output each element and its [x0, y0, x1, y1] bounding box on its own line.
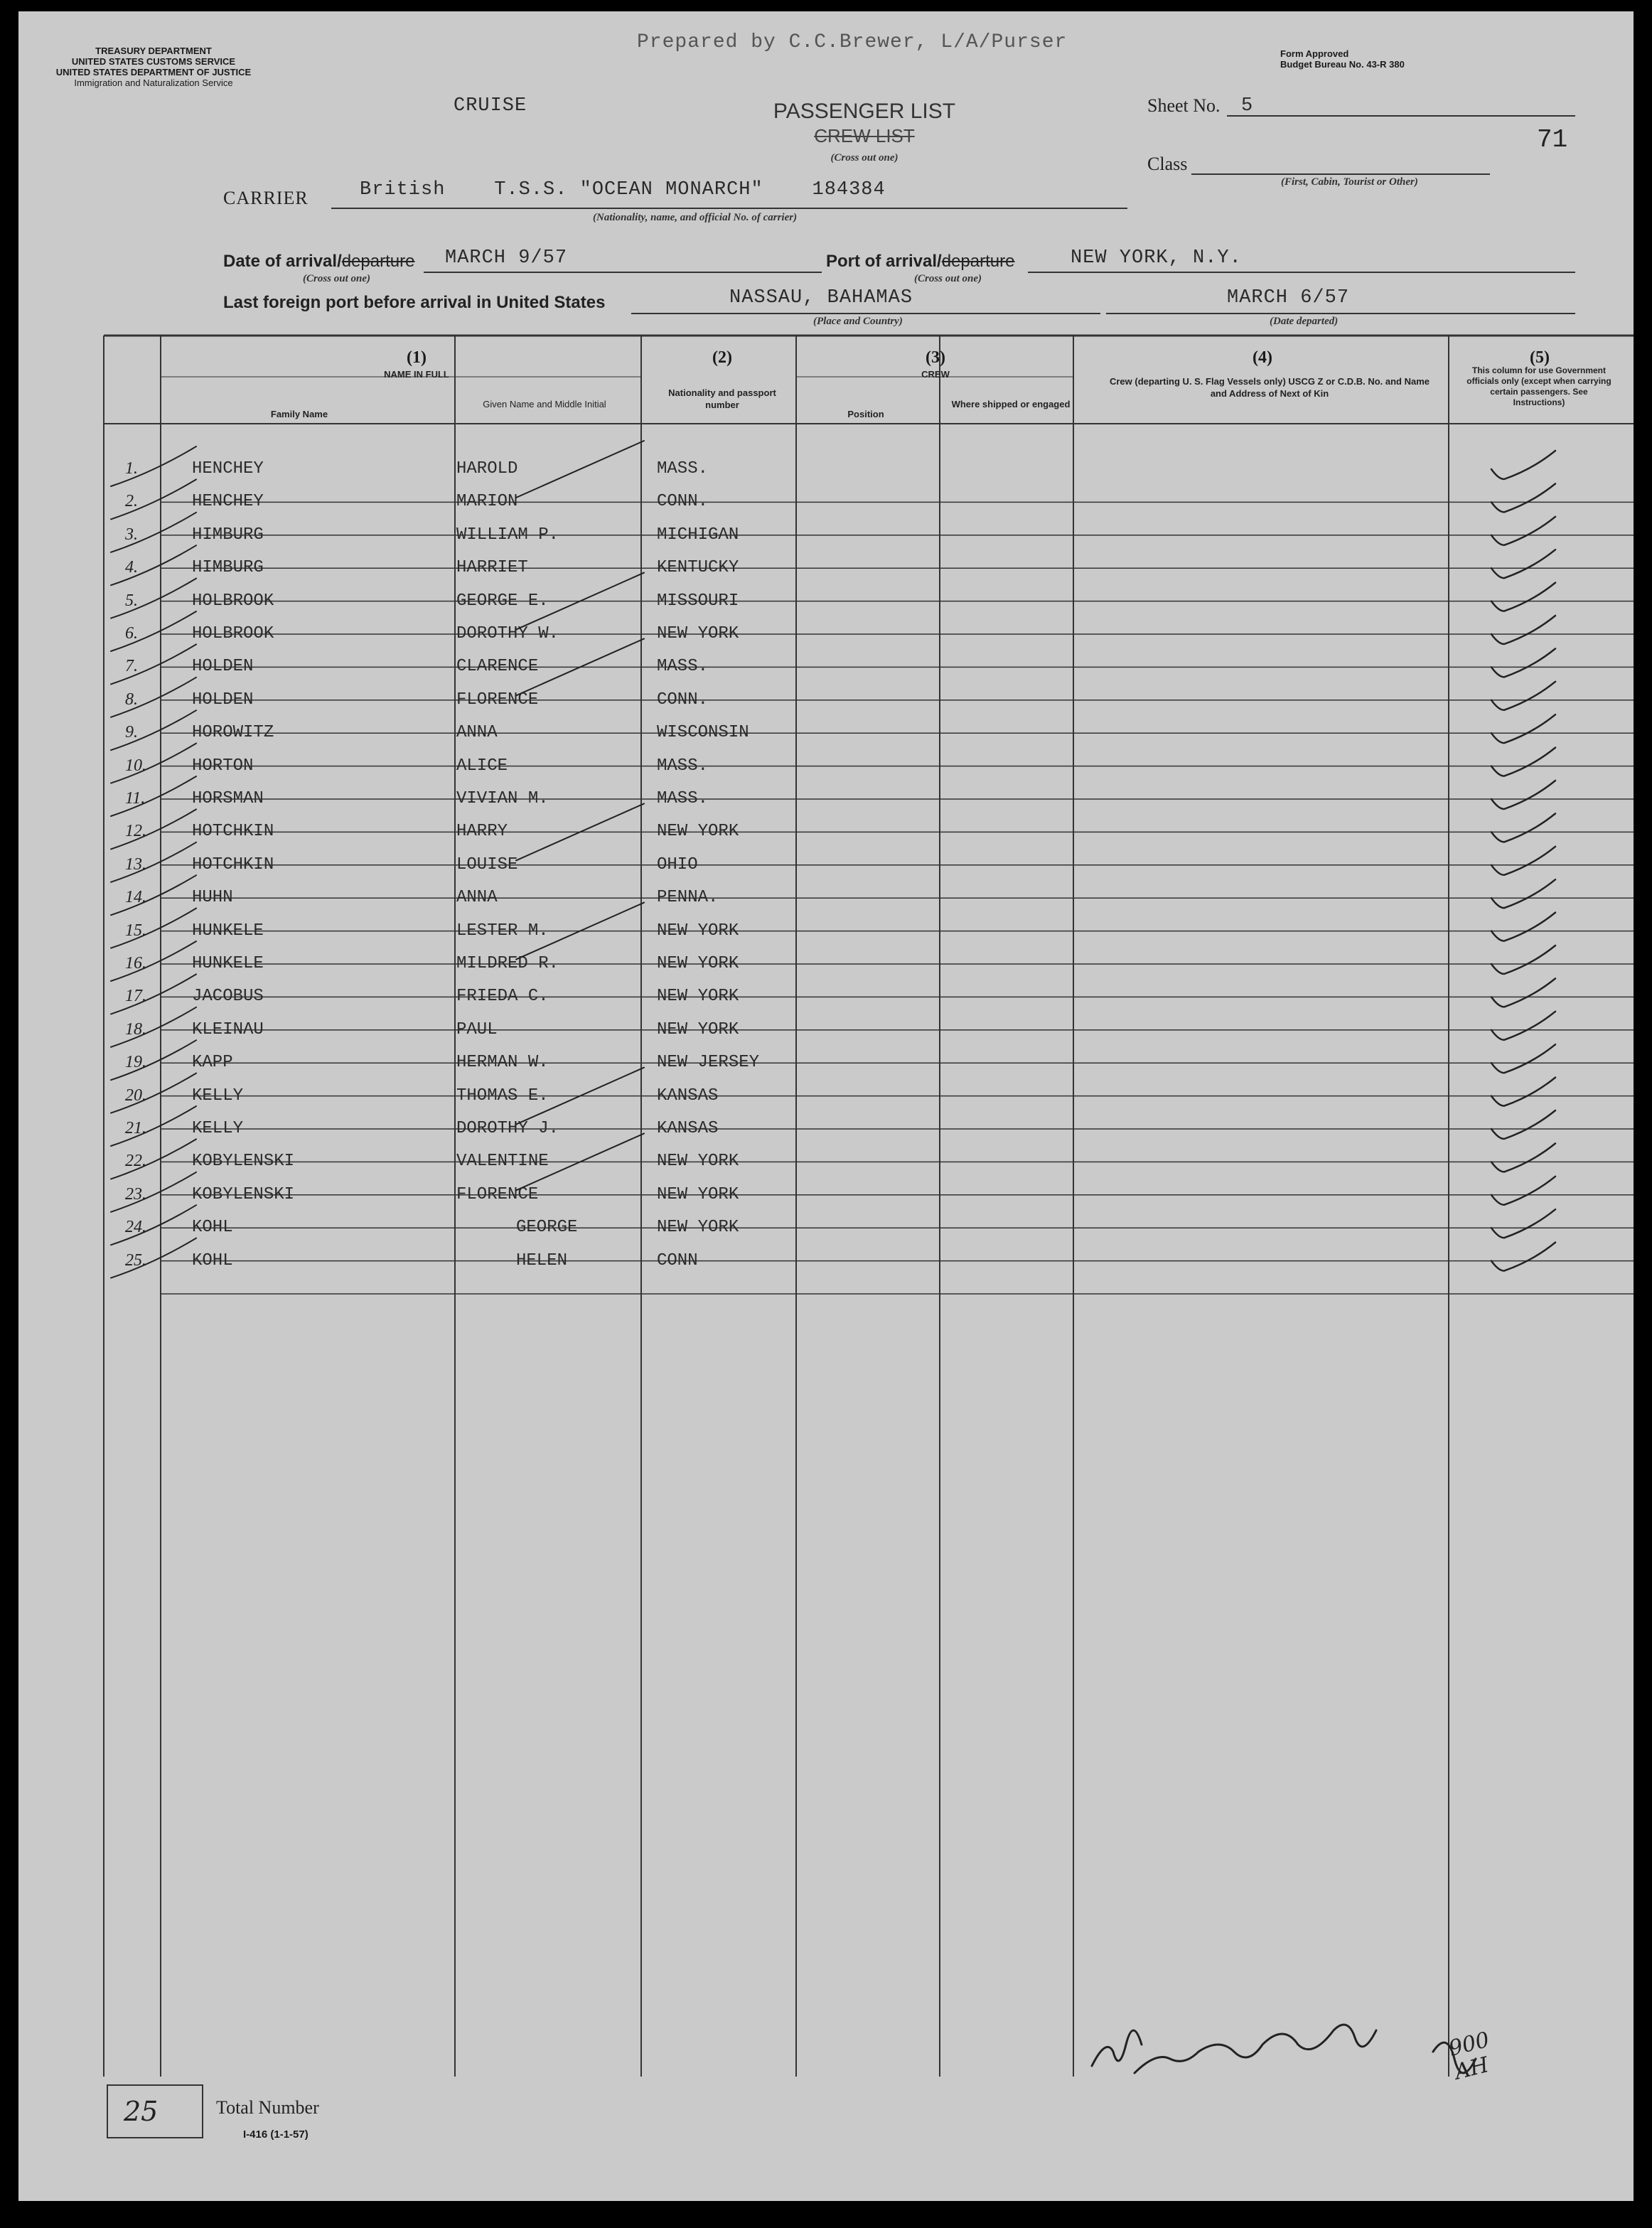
family-name-cell: KAPP: [192, 1053, 233, 1073]
family-name-cell: HOLDEN: [192, 690, 254, 709]
check-mark: [1491, 748, 1555, 776]
tick-stroke: [111, 1238, 196, 1278]
carrier-caption: (Nationality, name, and official No. of carrier): [593, 212, 798, 223]
row-number: 8.: [125, 690, 138, 709]
given-name-cell: MARION: [456, 492, 518, 512]
document-title: PASSENGER LIST: [773, 100, 956, 123]
strike-stroke: [516, 803, 644, 860]
col5-number: (5): [1530, 348, 1550, 367]
given-name-cell: VALENTINE: [456, 1152, 549, 1172]
tick-stroke: [111, 744, 196, 783]
nationality-cell: WISCONSIN: [657, 723, 749, 743]
official-use-header: This column for use Government officials only (except when carrying certain passengers. See Instructions): [1466, 365, 1611, 407]
strike-stroke: [516, 1068, 644, 1125]
given-name-cell: GEORGE: [516, 1218, 578, 1238]
check-mark: [1491, 813, 1555, 842]
row-number: 22.: [125, 1152, 146, 1171]
tick-stroke: [111, 579, 196, 618]
tick-stroke: [111, 1007, 196, 1047]
agency-line: TREASURY DEPARTMENT: [95, 45, 212, 56]
family-name-cell: HIMBURG: [192, 558, 264, 578]
page-number: 71: [1537, 125, 1568, 154]
family-name-cell: HORSMAN: [192, 789, 264, 808]
tick-stroke: [111, 809, 196, 849]
tick-stroke: [111, 1139, 196, 1179]
check-mark: [1491, 682, 1555, 710]
form-approved-line: Form Approved: [1280, 48, 1349, 59]
arrival-date-label: Date of arrival/departure: [223, 252, 415, 271]
position-header: Position: [847, 409, 884, 419]
check-mark: [1491, 1177, 1555, 1205]
check-mark: [1491, 781, 1555, 809]
check-mark: [1491, 1143, 1555, 1172]
nationality-cell: NEW YORK: [657, 822, 739, 842]
row-number: 16.: [125, 954, 146, 973]
nationality-cell: NEW YORK: [657, 987, 739, 1007]
given-name-cell: ALICE: [456, 756, 508, 776]
total-number-label: Total Number: [216, 2097, 319, 2118]
check-mark: [1491, 550, 1555, 578]
row-number: 11.: [125, 789, 146, 808]
family-name-cell: HENCHEY: [192, 459, 264, 478]
tick-stroke: [111, 974, 196, 1014]
family-name-cell: HOTCHKIN: [192, 822, 274, 842]
family-name-cell: JACOBUS: [192, 987, 264, 1007]
check-mark: [1491, 648, 1555, 677]
given-name-cell: GEORGE E.: [456, 591, 549, 611]
given-name-cell: DOROTHY J.: [456, 1119, 559, 1138]
cruise-label: CRUISE: [454, 95, 527, 117]
last-port-value: NASSAU, BAHAMAS: [729, 287, 913, 309]
given-name-header: Given Name and Middle Initial: [483, 399, 606, 409]
given-name-cell: HERMAN W.: [456, 1053, 549, 1073]
family-name-cell: KLEINAU: [192, 1019, 264, 1039]
nationality-header: Nationality and passport number: [668, 387, 776, 410]
agency-line: Immigration and Naturalization Service: [74, 77, 233, 88]
given-name-cell: FRIEDA C.: [456, 987, 549, 1007]
nationality-cell: NEW YORK: [657, 1218, 739, 1238]
given-name-cell: THOMAS E.: [456, 1086, 549, 1105]
col1-title: NAME IN FULL: [384, 369, 449, 380]
family-name-cell: KOHL: [192, 1250, 233, 1270]
row-number: 6.: [125, 624, 138, 643]
check-mark: [1491, 1110, 1555, 1139]
given-name-cell: ANNA: [456, 888, 498, 908]
family-name-cell: KOHL: [192, 1218, 233, 1238]
nationality-cell: MISSOURI: [657, 591, 739, 611]
signature-icon: [1092, 2025, 1476, 2073]
given-name-cell: ANNA: [456, 723, 498, 743]
row-number: 21.: [125, 1119, 146, 1137]
row-number: 15.: [125, 921, 146, 940]
row-number: 10.: [125, 756, 146, 775]
row-number: 19.: [125, 1053, 146, 1072]
row-number: 9.: [125, 723, 138, 742]
check-mark: [1491, 483, 1555, 512]
strike-stroke: [516, 638, 644, 695]
nationality-cell: MASS.: [657, 789, 709, 808]
nationality-cell: NEW YORK: [657, 954, 739, 973]
family-name-cell: KELLY: [192, 1119, 244, 1138]
given-name-cell: CLARENCE: [456, 657, 539, 677]
tick-stroke: [111, 611, 196, 651]
strike-stroke: [516, 573, 644, 630]
tick-stroke: [111, 1073, 196, 1113]
departed-caption: (Date departed): [1270, 316, 1339, 327]
next-of-kin-header: Crew (departing U. S. Flag Vessels only) USCG Z or C.D.B. No. and Name and Address of Next of Kin: [1109, 376, 1430, 399]
check-mark: [1491, 451, 1555, 479]
family-name-cell: KELLY: [192, 1086, 244, 1105]
given-name-cell: FLORENCE: [456, 1184, 539, 1204]
check-mark: [1491, 714, 1555, 743]
row-number: 13.: [125, 855, 146, 874]
family-name-cell: HIMBURG: [192, 525, 264, 545]
given-name-cell: HAROLD: [456, 459, 518, 478]
check-mark: [1491, 946, 1555, 974]
crew-header: CREW: [921, 369, 950, 380]
tick-stroke: [111, 446, 196, 486]
nationality-cell: MASS.: [657, 756, 709, 776]
tick-stroke: [111, 909, 196, 948]
class-label: Class: [1147, 154, 1188, 174]
tick-stroke: [111, 776, 196, 816]
check-mark: [1491, 1243, 1555, 1271]
family-name-cell: HOLBROOK: [192, 624, 274, 643]
nationality-cell: NEW JERSEY: [657, 1053, 760, 1073]
nationality-cell: MASS.: [657, 657, 709, 677]
family-name-cell: HENCHEY: [192, 492, 264, 512]
family-name-cell: HUHN: [192, 888, 233, 908]
tick-stroke: [111, 710, 196, 750]
departed-value: MARCH 6/57: [1227, 287, 1350, 309]
tick-stroke: [111, 513, 196, 552]
row-number: 1.: [125, 459, 138, 478]
check-mark: [1491, 1078, 1555, 1106]
where-shipped-header: Where shipped or engaged: [951, 399, 1071, 409]
family-name-cell: HOLBROOK: [192, 591, 274, 611]
given-name-cell: FLORENCE: [456, 690, 539, 709]
family-name-cell: HUNKELE: [192, 921, 264, 941]
family-name-header: Family Name: [270, 409, 328, 419]
row-number: 12.: [125, 822, 146, 841]
col4-number: (4): [1253, 348, 1272, 367]
tick-stroke: [111, 875, 196, 915]
carrier-label: CARRIER: [223, 188, 309, 208]
given-name-cell: DOROTHY W.: [456, 624, 559, 643]
strike-stroke: [516, 441, 644, 498]
nationality-cell: CONN.: [657, 690, 709, 709]
title-crossed-out: CREW LIST: [814, 125, 915, 146]
form-approved-line: Budget Bureau No. 43-R 380: [1280, 59, 1405, 70]
agency-line: UNITED STATES DEPARTMENT OF JUSTICE: [55, 67, 252, 77]
arrival-date-value: MARCH 9/57: [445, 247, 568, 269]
tick-stroke: [111, 677, 196, 717]
check-mark: [1491, 583, 1555, 611]
sheet-label: Sheet No.: [1147, 95, 1221, 116]
col2-number: (2): [712, 348, 732, 367]
family-name-cell: HOTCHKIN: [192, 855, 274, 874]
handwritten-marks: [18, 11, 1634, 2201]
nationality-cell: CONN: [657, 1250, 698, 1270]
nationality-cell: KANSAS: [657, 1119, 719, 1138]
nationality-cell: MASS.: [657, 459, 709, 478]
given-name-cell: PAUL: [456, 1019, 498, 1039]
given-name-cell: MILDRED R.: [456, 954, 559, 973]
row-number: 25.: [125, 1250, 146, 1270]
col3-number: (3): [926, 348, 945, 367]
nationality-cell: KANSAS: [657, 1086, 719, 1105]
arrival-date-caption: (Cross out one): [303, 273, 371, 284]
col1-number: (1): [407, 348, 427, 367]
nationality-cell: MICHIGAN: [657, 525, 739, 545]
tick-stroke: [111, 545, 196, 585]
tick-stroke: [111, 1040, 196, 1080]
total-value: 25: [124, 2096, 159, 2127]
row-number: 7.: [125, 657, 138, 676]
row-number: 18.: [125, 1019, 146, 1039]
strike-stroke: [516, 903, 644, 960]
check-mark: [1491, 1012, 1555, 1040]
tick-stroke: [111, 644, 196, 684]
check-mark: [1491, 1209, 1555, 1238]
given-name-cell: LOUISE: [456, 855, 518, 874]
nationality-cell: CONN.: [657, 492, 709, 512]
document-page: [18, 11, 1634, 2201]
last-port-caption: (Place and Country): [813, 316, 903, 327]
check-mark: [1491, 847, 1555, 875]
row-number: 3.: [125, 525, 138, 544]
prepared-by: Prepared by C.C.Brewer, L/A/Purser: [637, 31, 1068, 53]
row-number: 14.: [125, 888, 146, 907]
row-number: 4.: [125, 558, 138, 577]
agency-line: UNITED STATES CUSTOMS SERVICE: [71, 56, 236, 67]
check-mark: [1491, 879, 1555, 908]
row-number: 24.: [125, 1218, 146, 1237]
nationality-cell: PENNA.: [657, 888, 719, 908]
given-name-cell: HARRY: [456, 822, 508, 842]
family-name-cell: KOBYLENSKI: [192, 1152, 295, 1172]
strike-stroke: [516, 1133, 644, 1190]
last-port-label: Last foreign port before arrival in United States: [223, 293, 606, 312]
row-number: 17.: [125, 987, 146, 1006]
given-name-cell: HARRIET: [456, 558, 528, 578]
title-caption: (Cross out one): [830, 152, 899, 164]
check-mark: [1491, 1044, 1555, 1073]
row-number: 20.: [125, 1086, 146, 1105]
row-number: 5.: [125, 591, 138, 610]
tick-stroke: [111, 941, 196, 981]
given-name-cell: WILLIAM P.: [456, 525, 559, 545]
given-name-cell: VIVIAN M.: [456, 789, 549, 808]
signature-note: 900 AH: [1446, 2027, 1492, 2085]
nationality-cell: KENTUCKY: [657, 558, 739, 578]
tick-stroke: [111, 479, 196, 519]
tick-stroke: [111, 1172, 196, 1212]
nationality-cell: NEW YORK: [657, 624, 739, 643]
nationality-cell: NEW YORK: [657, 1152, 739, 1172]
given-name-cell: LESTER M.: [456, 921, 549, 941]
check-mark: [1491, 978, 1555, 1007]
nationality-cell: NEW YORK: [657, 921, 739, 941]
port-value: NEW YORK, N.Y.: [1071, 247, 1242, 269]
tick-stroke: [111, 1106, 196, 1146]
family-name-cell: HOLDEN: [192, 657, 254, 677]
carrier-value: British T.S.S. "OCEAN MONARCH" 184384: [360, 179, 886, 200]
family-name-cell: KOBYLENSKI: [192, 1184, 295, 1204]
family-name-cell: HUNKELE: [192, 954, 264, 973]
check-mark: [1491, 616, 1555, 644]
port-label: Port of arrival/departure: [826, 252, 1015, 271]
row-number: 2.: [125, 492, 138, 511]
row-number: 23.: [125, 1184, 146, 1204]
tick-stroke: [111, 1205, 196, 1245]
nationality-cell: OHIO: [657, 855, 698, 874]
family-name-cell: HOROWITZ: [192, 723, 274, 743]
port-caption: (Cross out one): [914, 273, 982, 284]
family-name-cell: HORTON: [192, 756, 254, 776]
check-mark: [1491, 517, 1555, 545]
check-mark: [1491, 913, 1555, 941]
total-box: [107, 2084, 203, 2138]
class-caption: (First, Cabin, Tourist or Other): [1281, 176, 1418, 188]
nationality-cell: NEW YORK: [657, 1019, 739, 1039]
sheet-value: 5: [1241, 95, 1254, 117]
nationality-cell: NEW YORK: [657, 1184, 739, 1204]
given-name-cell: HELEN: [516, 1250, 568, 1270]
form-number: I-416 (1-1-57): [243, 2128, 309, 2141]
tick-stroke: [111, 842, 196, 882]
